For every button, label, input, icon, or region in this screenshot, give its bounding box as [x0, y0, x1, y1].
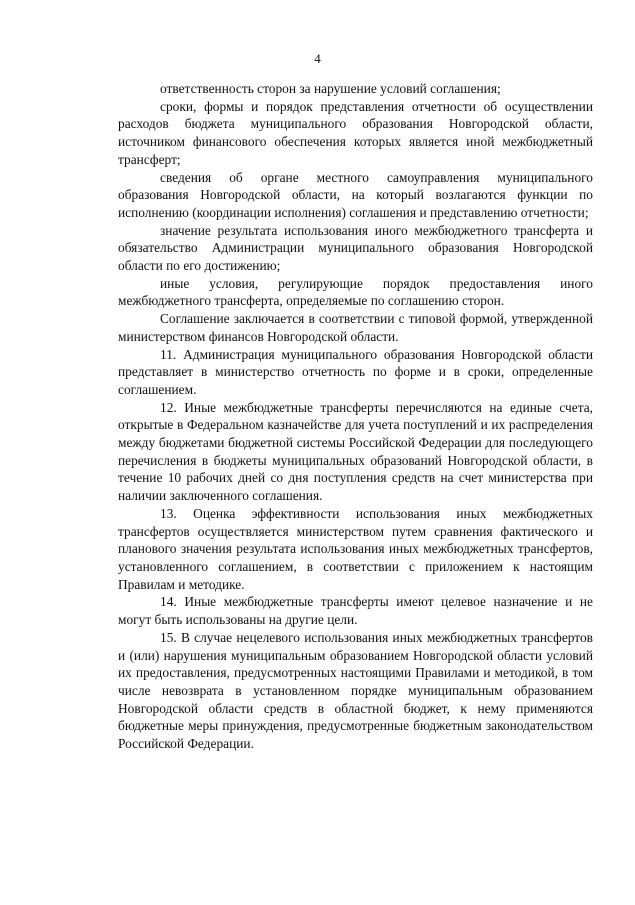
paragraph-item-11: 11. Администрация муниципального образования Новгородской области представляет в министерство отчетность по форме и в сроки, определенные соглашением.	[118, 346, 593, 397]
paragraph-item-12: 12. Иные межбюджетные трансферты перечисляются на единые счета, открытые в Федеральном казначействе для учета поступлений и их распределения между бюджетами бюджетной системы Российской Федерации для последующего перечисления в бюджеты муниципальных образований Новгородской области, в течение 10 рабочих дней со дня поступления средств на счет министерства при наличии заключенного соглашения.	[118, 399, 593, 504]
paragraph-liability: ответственность сторон за нарушение условий соглашения;	[160, 81, 501, 96]
paragraph-responsible-body: сведения об органе местного самоуправления муниципального образования Новгородской области, на который возлагаются функции по исполнению (координации исполнения) соглашения и представлению отчетности;	[118, 169, 593, 220]
paragraph-standard-form: Соглашение заключается в соответствии с типовой формой, утвержденной министерством финансов Новгородской области.	[118, 311, 593, 344]
paragraph-item-13: 13. Оценка эффективности использования иных межбюджетных трансфертов осуществляется министерством путем сравнения фактического и планового значения результата использования иных межбюджетных трансфертов, установленного соглашением, в соответствии с приложением к настоящим Правилам и методике.	[118, 505, 593, 592]
paragraph-other-conditions: иные условия, регулирующие порядок предоставления иного межбюджетного трансферта, определяемые по соглашению сторон.	[118, 275, 593, 309]
paragraph-item-14: 14. Иные межбюджетные трансферты имеют целевое назначение и не могут быть использованы на другие цели.	[118, 594, 593, 628]
paragraph-reporting-terms: сроки, формы и порядок представления отчетности об осуществлении расходов бюджета муниципального образования Новгородской области, источником финансового обеспечения которых является иной межбюджетный трансферт;	[118, 98, 593, 167]
page-number: 4	[314, 51, 321, 66]
paragraph-result-value: значение результата использования иного межбюджетного трансферта и обязательство Администрации муниципального образования Новгородской области по его достижению;	[118, 222, 593, 274]
document-body	[118, 80, 593, 753]
paragraph-item-15: 15. В случае нецелевого использования иных межбюджетных трансфертов и (или) нарушения муниципальным образованием Новгородской области условий их предоставления, предусмотренных настоящими Правилами и методикой, в том числе невозврата в установленном порядке муниципальным образованием Новгородской области средств в областной бюджет, к нему применяются бюджетные меры принуждения, предусмотренные бюджетным законодательством Российской Федерации.	[118, 629, 593, 752]
